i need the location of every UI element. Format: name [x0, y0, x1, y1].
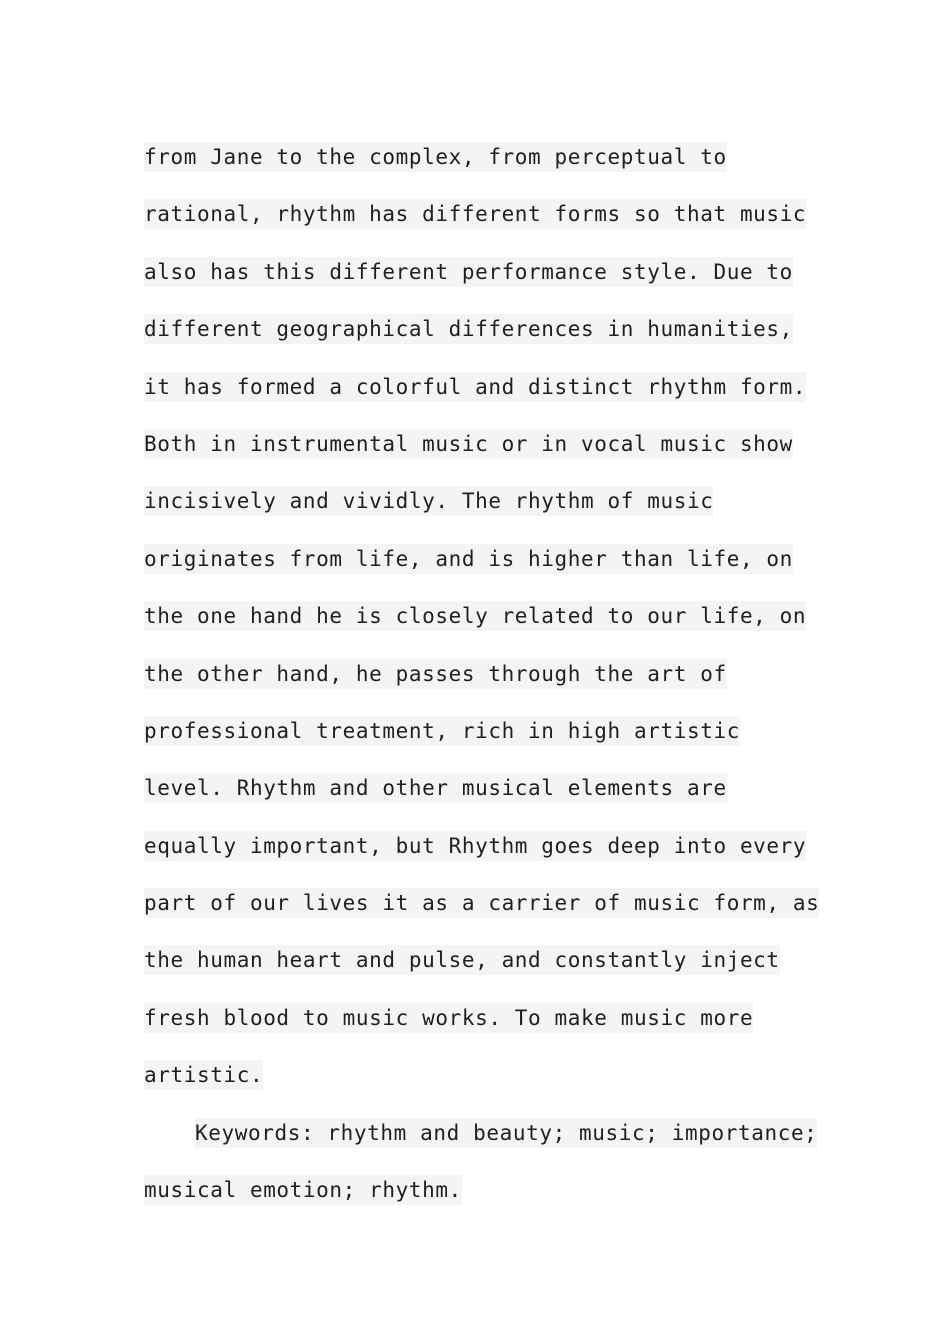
- text-line: part of our lives it as a carrier of music form, as: [144, 875, 824, 932]
- text-line: originates from life, and is higher than life, on: [144, 531, 824, 588]
- text-line: level. Rhythm and other musical elements are: [144, 760, 824, 817]
- text-line: professional treatment, rich in high artistic: [144, 703, 824, 760]
- text-line: the human heart and pulse, and constantly inject: [144, 932, 824, 989]
- text-line: from Jane to the complex, from perceptual to: [144, 129, 824, 186]
- abstract-text: [144, 129, 824, 1219]
- text-line: equally important, but Rhythm goes deep into every: [144, 818, 824, 875]
- keywords-line: Keywords: rhythm and beauty; music; importance;: [144, 1105, 824, 1162]
- text-line: rational, rhythm has different forms so that music: [144, 186, 824, 243]
- text-line: it has formed a colorful and distinct rhythm form.: [144, 359, 824, 416]
- text-line: also has this different performance style. Due to: [144, 244, 824, 301]
- text-line: incisively and vividly. The rhythm of music: [144, 473, 824, 530]
- text-line: fresh blood to music works. To make music more: [144, 990, 824, 1047]
- keywords-line: musical emotion; rhythm.: [144, 1162, 824, 1219]
- text-line: different geographical differences in humanities,: [144, 301, 824, 358]
- text-line: Both in instrumental music or in vocal music show: [144, 416, 824, 473]
- text-line: the other hand, he passes through the art of: [144, 646, 824, 703]
- text-line: artistic.: [144, 1047, 824, 1104]
- text-line: the one hand he is closely related to our life, on: [144, 588, 824, 645]
